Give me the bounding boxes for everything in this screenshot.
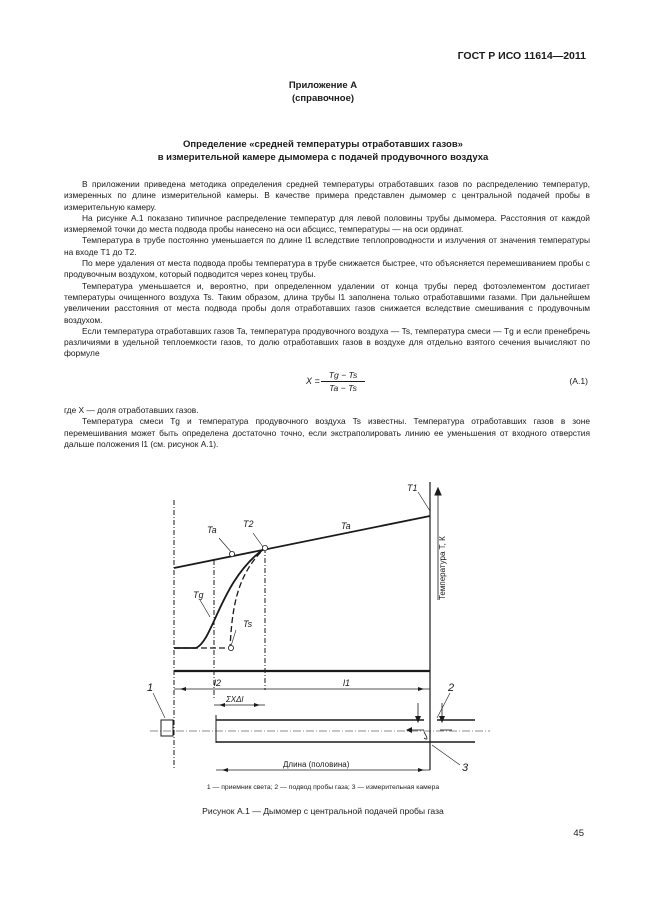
callout-1: 1 (147, 682, 154, 694)
formula-denominator: Ta − Ts (329, 383, 357, 393)
label-tg: Tg (193, 590, 204, 600)
formula-numerator: Tg − Ts (321, 370, 365, 382)
figure-legend: 1 — приемник света; 2 — подвод пробы газа; 3 — измерительная камера (206, 784, 440, 791)
annex-heading (0, 80, 646, 105)
label-ta-right: Ta (341, 521, 351, 531)
label-length: Длина (половина) (283, 760, 350, 769)
label-l1: l1 (343, 678, 351, 688)
paragraph: Температура смеси Tg и температура продувочного воздуха Ts известны. Температура отработавших газов в зоне перемешивания может быть определена достаточно точно, если экстраполировать линию ее уменьшения от входного отверстия дальше положения l1 (см. рисунок А.1). (64, 416, 590, 449)
label-sum: ΣXΔl (226, 695, 244, 704)
body-text-after-formula (64, 405, 590, 450)
label-t1: T1 (407, 483, 418, 493)
formula-lhs: X = (306, 376, 320, 386)
formula-fraction (321, 370, 365, 393)
paragraph: Температура в трубе постоянно уменьшается по длине l1 вследствие теплопроводности и излучения от значения температуры на входе T1 до T2. (64, 235, 590, 257)
annex-label: Приложение А (288, 80, 358, 91)
page-number: 45 (573, 828, 584, 839)
label-ta-left: Ta (207, 525, 217, 535)
label-l2: l2 (214, 678, 222, 688)
figure-caption: Рисунок А.1 — Дымомер с центральной подачей пробы газа (202, 806, 444, 816)
title-line-2: в измерительной камере дымомера с подачей продувочного воздуха (157, 151, 489, 163)
label-t2: T2 (243, 519, 254, 529)
formula-a1 (64, 370, 590, 394)
document-header: ГОСТ Р ИСО 11614—2011 (457, 50, 586, 62)
annex-type: (справочное) (291, 92, 355, 104)
body-text (64, 179, 590, 360)
annex-title (0, 139, 646, 164)
paragraph: На рисунке А.1 показано типичное распределение температур для левой половины трубы дымомера. Расстояния от каждой измеряемой точки до места подвода пробы нанесено на оси абсцисс, температуры — на оси ординат. (64, 212, 590, 235)
title-line-1: Определение «средней температуры отработавших газов» (183, 139, 463, 150)
y-axis-label: Температура T, К (438, 536, 447, 600)
paragraph: где X — доля отработавших газов. (64, 405, 199, 415)
paragraph: Если температура отработавших газов Ta, температура продувочного воздуха — Ts, температура смеси — Tg и если пренебречь различиями в удельной теплоемкости газов, то долю отработавших газов в воздухе для отдельно взятого сечения вычисляют по формуле (64, 325, 590, 359)
callout-3: 3 (462, 762, 469, 774)
paragraph: В приложении приведена методика определения средней температуры отработавших газов по распределению температур, измеренных по длине измерительной камеры. В качестве примера представлен дымомер с центральной подачей пробы в измерительную камеру. (64, 179, 590, 212)
formula-number: (А.1) (569, 376, 588, 386)
label-ts: Ts (243, 619, 253, 629)
paragraph: Температура уменьшается и, вероятно, при определенном удалении от конца трубы перед фотоэлементом достигает температуры очищенного воздуха Ts. Таким образом, длина трубы l1 заполнена только отработавшими газами. При дальнейшем увеличении расстояния от места подвода пробы доля отработавших газов снижается вследствие смешивания с продувочным воздухом. (64, 280, 590, 325)
callout-2: 2 (448, 682, 455, 694)
paragraph: По мере удаления от места подвода пробы температура в трубе снижается быстрее, что объясняется перемешиванием пробы с продувочным воздухом, который подводится через конец трубы. (64, 258, 590, 280)
